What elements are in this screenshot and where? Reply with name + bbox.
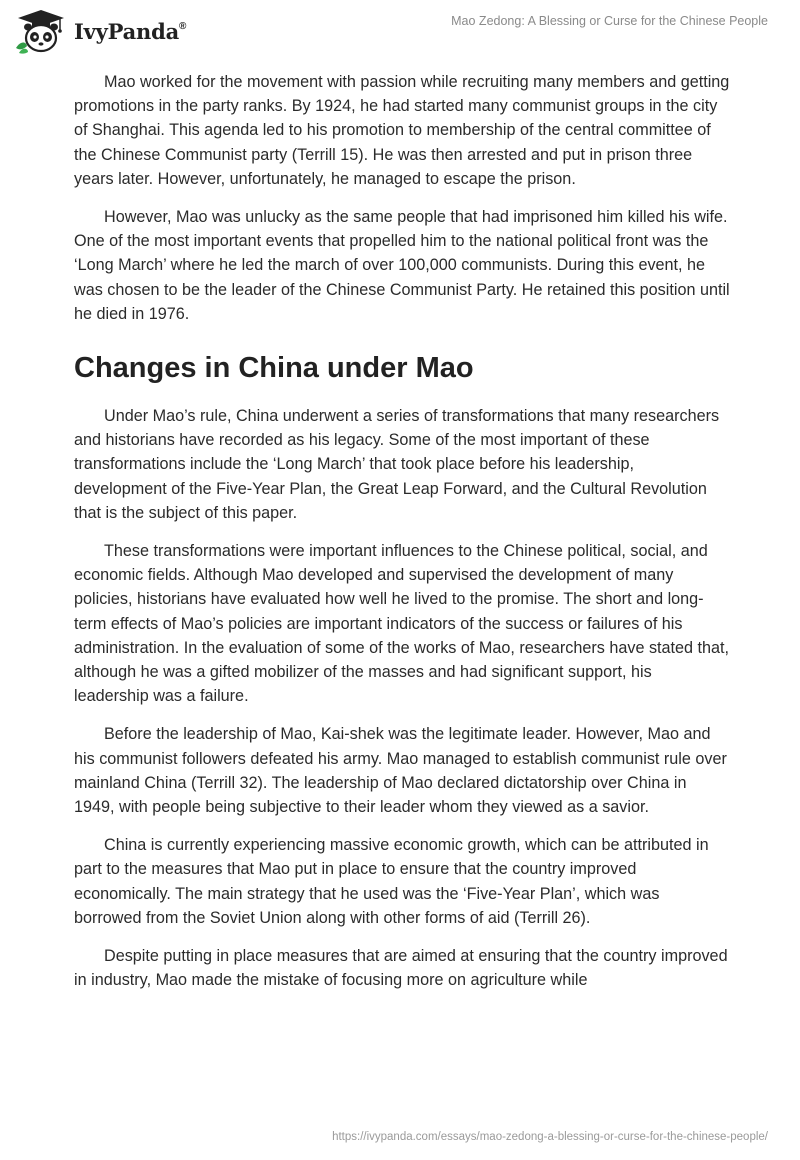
page-header [0, 0, 800, 64]
brand-name: IvyPanda® [74, 18, 187, 44]
document-title: Mao Zedong: A Blessing or Curse for the Chinese People [451, 14, 768, 28]
section-heading: Changes in China under Mao [74, 352, 474, 385]
registered-mark: ® [179, 20, 187, 32]
ivypanda-logo[interactable] [14, 8, 186, 54]
paragraph: Under Mao’s rule, China underwent a series of transformations that many researchers and historians have recorded as his legacy. Some of the most important of these transformations include the ‘Long March’ that took place before his leadership, development of the Five-Year Plan, the Great Leap Forward, and the Cultural Revolution that is the subject of this paper. [74, 407, 720, 522]
paragraph: Before the leadership of Mao, Kai-shek was the legitimate leader. However, Mao and his communist followers defeated his army. Mao managed to establish communist rule over mainland China (Terrill 32). The leadership of Mao declared dictatorship over China in 1949, with people being subjective to their leader whom they viewed as a savior. [74, 725, 727, 817]
paragraph: These transformations were important influences to the Chinese political, social, and economic fields. Although Mao developed and supervised the development of many policies, historians have evaluated how well he lived to the promise. The short and long-term effects of Mao’s policies are important indicators of the success or failures of his administration. In the evaluation of some of the works of Mao, researchers have stated that, although he was a gifted mobilizer of the masses and had significant support, his leadership was a failure. [74, 542, 730, 706]
paragraph: Despite putting in place measures that are aimed at ensuring that the country improved in industry, Mao made the mistake of focusing more on agriculture while [74, 947, 728, 990]
paragraph: China is currently experiencing massive economic growth, which can be attributed in part to the measures that Mao put in place to ensure that the country improved economically. The main strategy that he used was the ‘Five-Year Plan’, which was borrowed from the Soviet Union along with other forms of aid (Terrill 26). [74, 836, 709, 927]
essay-body [74, 70, 730, 1007]
source-url[interactable]: https://ivypanda.com/essays/mao-zedong-a-blessing-or-curse-for-the-chinese-people/ [332, 1131, 768, 1143]
paragraph: Mao worked for the movement with passion while recruiting many members and getting promotions in the party ranks. By 1924, he had started many communist groups in the city of Shanghai. This agenda led to his promotion to membership of the central committee of the Chinese Communist party (Terrill 15). He was then arrested and put in prison three years later. However, unfortunately, he managed to escape the prison. [74, 73, 730, 188]
panda-graduate-icon [14, 8, 68, 54]
paragraph: However, Mao was unlucky as the same people that had imprisoned him killed his wife. One of the most important events that propelled him to the national political front was the ‘Long March’ where he led the march of over 100,000 communists. During this event, he was chosen to be the leader of the Chinese Communist Party. He retained this position until he died in 1976. [74, 208, 730, 323]
